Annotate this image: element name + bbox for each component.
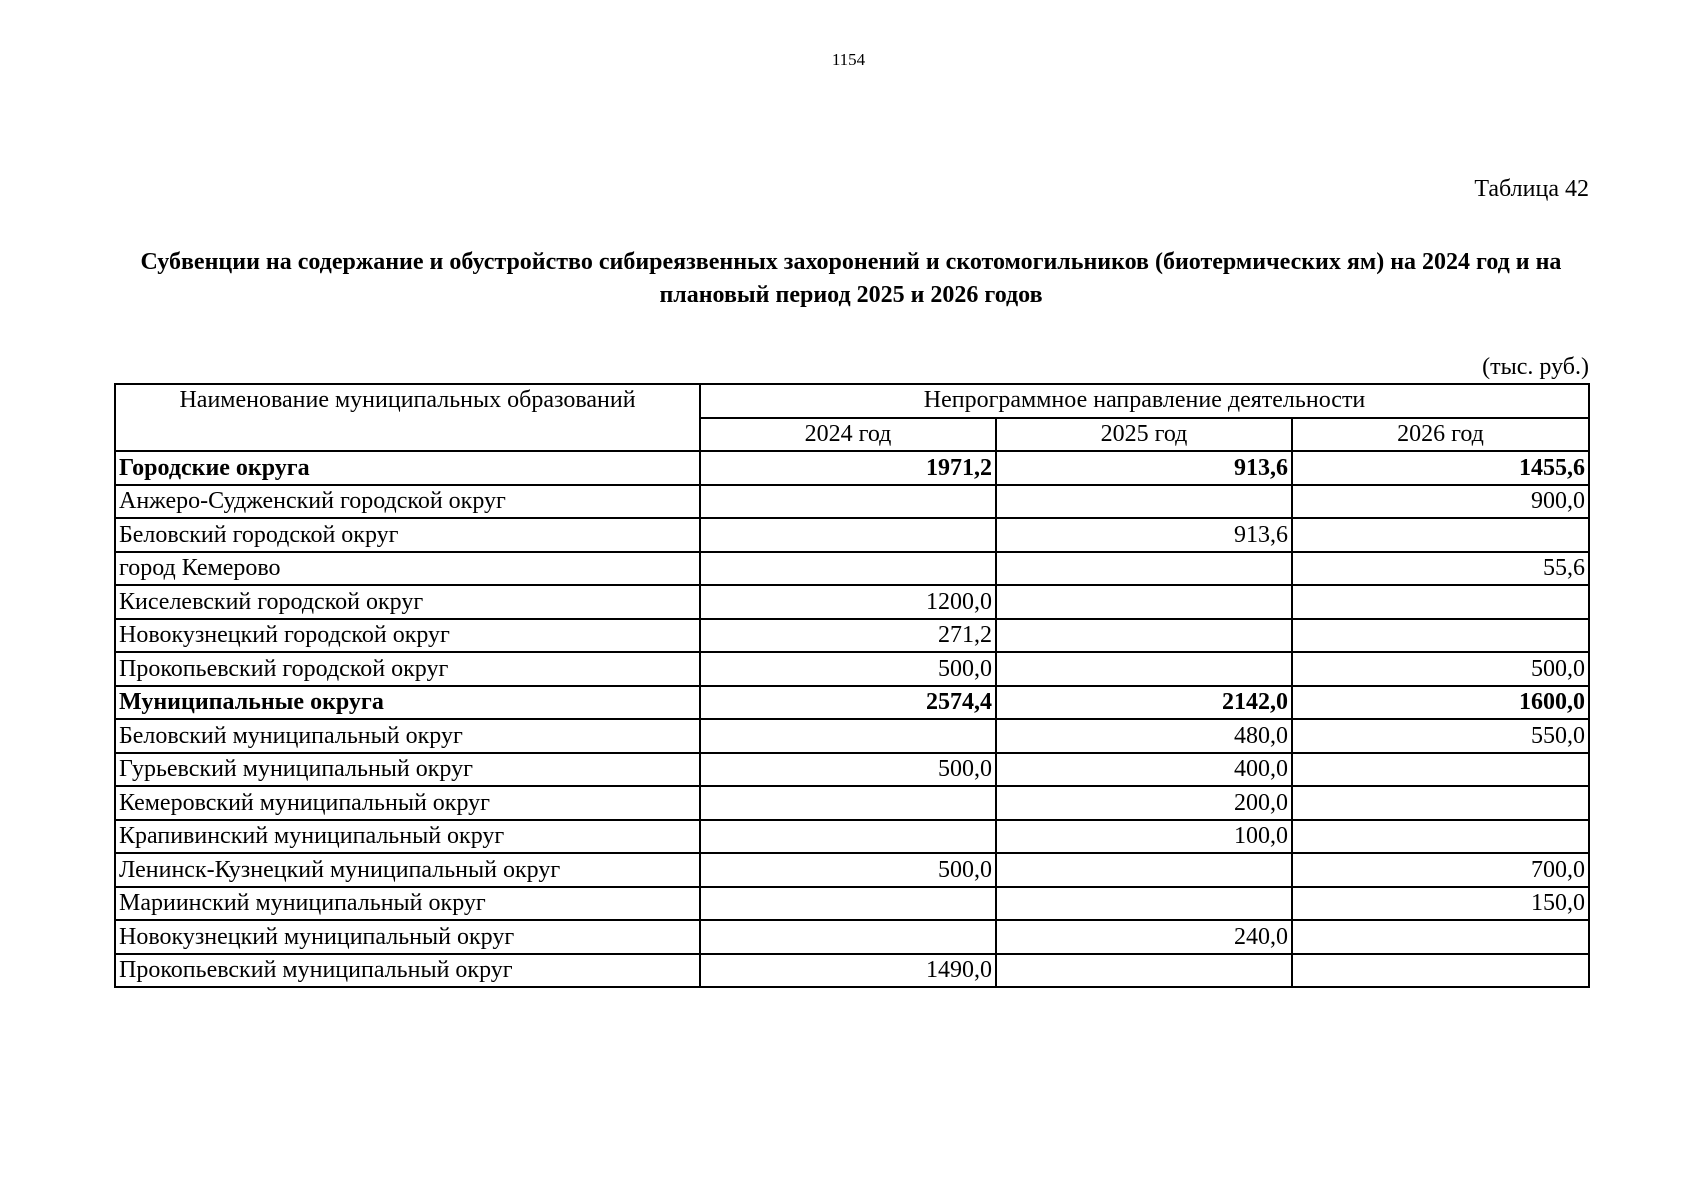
row-name-cell: Беловский муниципальный округ	[115, 719, 700, 753]
units-label: (тыс. руб.)	[1482, 354, 1589, 380]
value-2025-cell: 913,6	[996, 518, 1292, 552]
value-2024-cell: 271,2	[700, 619, 996, 653]
value-2025-cell: 200,0	[996, 786, 1292, 820]
row-name-cell: Крапивинский муниципальный округ	[115, 820, 700, 854]
value-2026-cell: 550,0	[1292, 719, 1589, 753]
table-row	[115, 954, 1589, 988]
row-name-cell: Ленинск-Кузнецкий муниципальный округ	[115, 853, 700, 887]
value-2026-cell	[1292, 518, 1589, 552]
value-2025-cell	[996, 619, 1292, 653]
table-row	[115, 518, 1589, 552]
value-2024-cell	[700, 552, 996, 586]
value-2024-cell	[700, 786, 996, 820]
value-2025-cell	[996, 954, 1292, 988]
value-2026-cell	[1292, 585, 1589, 619]
value-2026-cell	[1292, 820, 1589, 854]
page-number: 1154	[831, 50, 866, 69]
table-row	[115, 887, 1589, 921]
value-2025-cell: 240,0	[996, 920, 1292, 954]
row-name-cell: Прокопьевский муниципальный округ	[115, 954, 700, 988]
value-2026-cell: 500,0	[1292, 652, 1589, 686]
value-2024-cell: 500,0	[700, 652, 996, 686]
value-2024-cell	[700, 887, 996, 921]
value-2025-cell: 100,0	[996, 820, 1292, 854]
value-2025-cell	[996, 552, 1292, 586]
value-2024-cell	[700, 485, 996, 519]
value-2025-cell	[996, 853, 1292, 887]
table-body	[115, 451, 1589, 987]
table-row	[115, 585, 1589, 619]
value-2026-cell: 1600,0	[1292, 686, 1589, 720]
value-2026-cell: 1455,6	[1292, 451, 1589, 485]
value-2026-cell	[1292, 920, 1589, 954]
table-row	[115, 652, 1589, 686]
row-name-cell: Анжеро-Судженский городской округ	[115, 485, 700, 519]
header-activity-group: Непрограммное направление деятельности	[700, 384, 1589, 418]
value-2026-cell: 900,0	[1292, 485, 1589, 519]
value-2026-cell	[1292, 619, 1589, 653]
document-title: Субвенции на содержание и обустройство сибиреязвенных захоронений и скотомогильников (биотермических ям) на 2024 год и на плановый период 2025 и 2026 годов	[140, 249, 1562, 308]
row-name-cell: Муниципальные округа	[115, 686, 700, 720]
row-name-cell: Мариинский муниципальный округ	[115, 887, 700, 921]
value-2024-cell: 1971,2	[700, 451, 996, 485]
table-row	[115, 920, 1589, 954]
value-2026-cell: 700,0	[1292, 853, 1589, 887]
value-2026-cell	[1292, 753, 1589, 787]
value-2026-cell	[1292, 786, 1589, 820]
value-2025-cell	[996, 887, 1292, 921]
value-2025-cell	[996, 485, 1292, 519]
value-2026-cell: 55,6	[1292, 552, 1589, 586]
value-2025-cell: 913,6	[996, 451, 1292, 485]
value-2024-cell: 500,0	[700, 753, 996, 787]
row-name-cell: Гурьевский муниципальный округ	[115, 753, 700, 787]
table-group-row	[115, 686, 1589, 720]
value-2024-cell: 1200,0	[700, 585, 996, 619]
value-2026-cell	[1292, 954, 1589, 988]
table-row	[115, 619, 1589, 653]
value-2024-cell: 500,0	[700, 853, 996, 887]
header-row-top	[115, 384, 1589, 418]
value-2024-cell	[700, 518, 996, 552]
row-name-cell: Новокузнецкий городской округ	[115, 619, 700, 653]
value-2025-cell: 400,0	[996, 753, 1292, 787]
value-2025-cell: 480,0	[996, 719, 1292, 753]
row-name-cell: Кемеровский муниципальный округ	[115, 786, 700, 820]
value-2024-cell: 2574,4	[700, 686, 996, 720]
value-2025-cell: 2142,0	[996, 686, 1292, 720]
row-name-cell: Беловский городской округ	[115, 518, 700, 552]
row-name-cell: Новокузнецкий муниципальный округ	[115, 920, 700, 954]
table-group-row	[115, 451, 1589, 485]
table-row	[115, 552, 1589, 586]
value-2024-cell	[700, 920, 996, 954]
table-row	[115, 485, 1589, 519]
value-2026-cell: 150,0	[1292, 887, 1589, 921]
value-2024-cell	[700, 719, 996, 753]
header-year-2026: 2026 год	[1292, 418, 1589, 452]
header-year-2024: 2024 год	[700, 418, 996, 452]
row-name-cell: Киселевский городской округ	[115, 585, 700, 619]
header-name-column: Наименование муниципальных образований	[115, 384, 700, 451]
table-row	[115, 820, 1589, 854]
table-row	[115, 753, 1589, 787]
table-header	[115, 384, 1589, 451]
value-2025-cell	[996, 652, 1292, 686]
value-2024-cell: 1490,0	[700, 954, 996, 988]
table-row	[115, 786, 1589, 820]
table-row	[115, 719, 1589, 753]
row-name-cell: город Кемерово	[115, 552, 700, 586]
value-2025-cell	[996, 585, 1292, 619]
row-name-cell: Прокопьевский городской округ	[115, 652, 700, 686]
row-name-cell: Городские округа	[115, 451, 700, 485]
table-row	[115, 853, 1589, 887]
header-year-2025: 2025 год	[996, 418, 1292, 452]
subventions-table	[114, 383, 1590, 988]
table-label: Таблица 42	[1474, 176, 1589, 202]
value-2024-cell	[700, 820, 996, 854]
